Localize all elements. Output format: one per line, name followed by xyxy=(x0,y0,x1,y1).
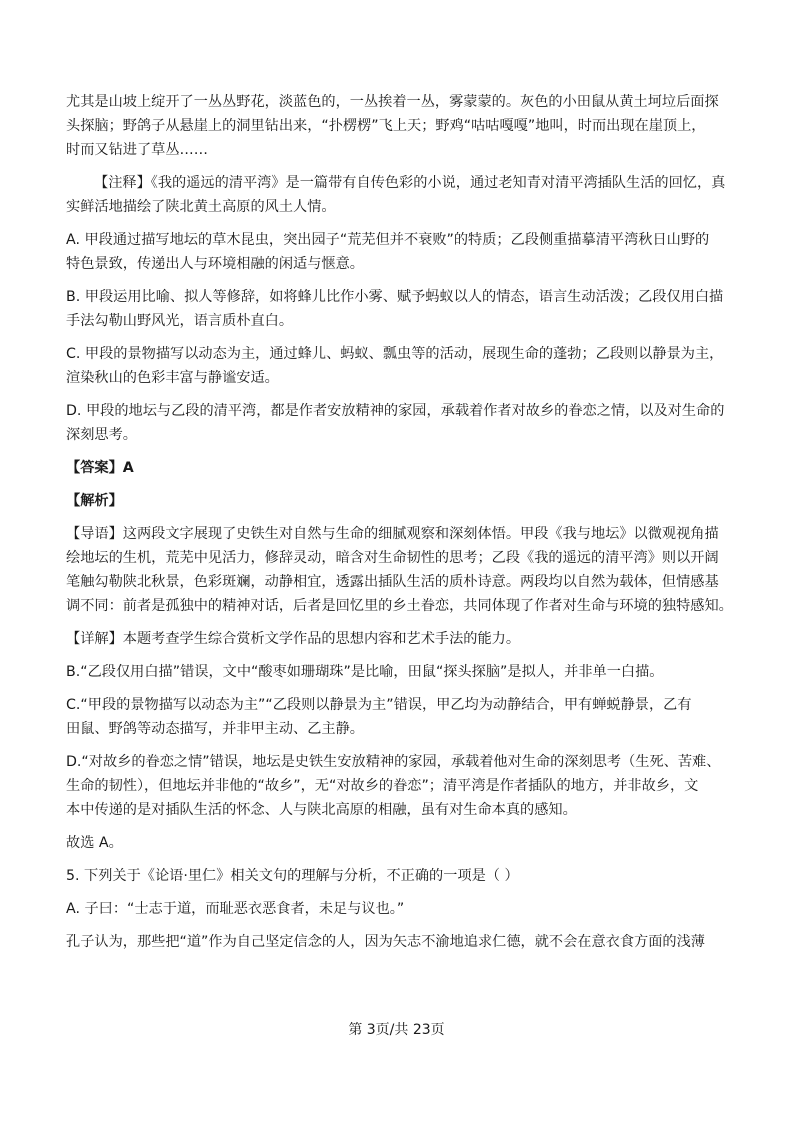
answer-line: 【答案】A xyxy=(66,460,134,476)
text-line: A. 甲段通过描写地坛的草木昆虫，突出园子“荒芜但并不衰败”的特质；乙段侧重描摹清平湾秋日山野的 xyxy=(66,232,710,248)
text-line: 【导语】这两段文字展现了史铁生对自然与生命的细腻观察和深刻体悟。甲段《我与地坛》以微观视角描 xyxy=(66,526,719,542)
explanation-c xyxy=(66,693,732,741)
text-line: 田鼠、野鸽等动态描写，并非甲主动、乙主静。 xyxy=(66,721,364,737)
text-line: C. 甲段的景物描写以动态为主，通过蜂儿、蚂蚁、瓢虫等的活动，展现生命的蓬勃；乙段则以静景为主， xyxy=(66,346,724,362)
text-line: 时而又钻进了草丛…… xyxy=(66,142,208,158)
question-5: 5. 下列关于《论语·里仁》相关文句的理解与分析，不正确的一项是（ ） xyxy=(66,868,519,884)
question-5-explanation: 孔子认为，那些把“道”作为自己坚定信念的人，因为矢志不渝地追求仁德，就不会在意衣食方面的浅薄 xyxy=(66,934,705,950)
page-footer: 第 3页/共 23页 xyxy=(348,1022,445,1038)
explanation-d xyxy=(66,750,732,822)
conclusion-line: 故选 A。 xyxy=(66,835,123,851)
question-5-option-a: A. 子曰：“士志于道，而耻恶衣恶食者，未足与议也。” xyxy=(66,901,405,917)
text-line: B. 甲段运用比喻、拟人等修辞，如将蜂儿比作小雾、赋予蚂蚁以人的情态，语言生动活泼；乙段仅用白描 xyxy=(66,289,724,305)
passage-paragraph xyxy=(66,90,732,162)
note-paragraph xyxy=(66,171,732,219)
text-line: D.“对故乡的眷恋之情”错误，地坛是史铁生安放精神的家园，承载着他对生命的深刻思考（生死、苦难、 xyxy=(66,754,721,770)
guide-paragraph xyxy=(66,522,732,618)
analysis-title: 【解析】 xyxy=(66,493,123,509)
text-line: C.“甲段的景物描写以动态为主”“乙段则以静景为主”错误，甲乙均为动静结合，甲有蝉蜕静景，乙有 xyxy=(66,697,692,713)
option-b xyxy=(66,285,732,333)
text-line: 手法勾勒山野风光，语言质朴直白。 xyxy=(66,313,294,329)
text-line: 【注释】《我的遥远的清平湾》是一篇带有自传色彩的小说，通过老知青对清平湾插队生活的回忆，真 xyxy=(94,175,726,191)
text-line: 绘地坛的生机，荒芜中见活力，修辞灵动，暗含对生命韧性的思考；乙段《我的遥远的清平湾》则以开阔 xyxy=(66,550,719,566)
text-line: D. 甲段的地坛与乙段的清平湾，都是作者安放精神的家园，承载着作者对故乡的眷恋之情，以及对生命的 xyxy=(66,403,725,419)
text-line: 调不同：前者是孤独中的精神对话，后者是回忆里的乡土眷恋，共同体现了作者对生命与环境的独特感知。 xyxy=(66,598,733,614)
text-line: 深刻思考。 xyxy=(66,427,137,443)
text-line: 尤其是山坡上绽开了一丛丛野花，淡蓝色的，一丛挨着一丛，雾蒙蒙的。灰色的小田鼠从黄土坷垃后面探 xyxy=(66,94,719,110)
option-d xyxy=(66,399,732,447)
text-line: 渲染秋山的色彩丰富与静谧安适。 xyxy=(66,370,279,386)
text-line: 本中传递的是对插队生活的怀念、人与陕北高原的相融，虽有对生命本真的感知。 xyxy=(66,802,577,818)
option-a xyxy=(66,228,732,276)
text-line: 特色景致，传递出人与环境相融的闲适与惬意。 xyxy=(66,256,364,272)
text-line: 头探脑；野鸽子从悬崖上的洞里钻出来，“扑楞楞”飞上天；野鸡“咕咕嘎嘎”地叫，时而出现在崖顶上， xyxy=(66,118,706,134)
option-c xyxy=(66,342,732,390)
text-line: 笔触勾勒陕北秋景，色彩斑斓，动静相宜，透露出插队生活的质朴诗意。两段均以自然为载体，但情感基 xyxy=(66,574,719,590)
text-line: 实鲜活地描绘了陕北黄土高原的风土人情。 xyxy=(66,199,336,215)
detail-line: 【详解】本题考查学生综合赏析文学作品的思想内容和艺术手法的能力。 xyxy=(66,631,521,647)
explanation-b xyxy=(66,660,732,684)
text-line: B.“乙段仅用白描”错误，文中“酸枣如珊瑚珠”是比喻，田鼠“探头探脑”是拟人，并非单一白描。 xyxy=(66,664,664,680)
text-line: 生命的韧性），但地坛并非他的“故乡”，无“对故乡的眷恋”；清平湾是作者插队的地方，并非故乡，文 xyxy=(66,778,699,794)
page-content xyxy=(66,90,732,954)
